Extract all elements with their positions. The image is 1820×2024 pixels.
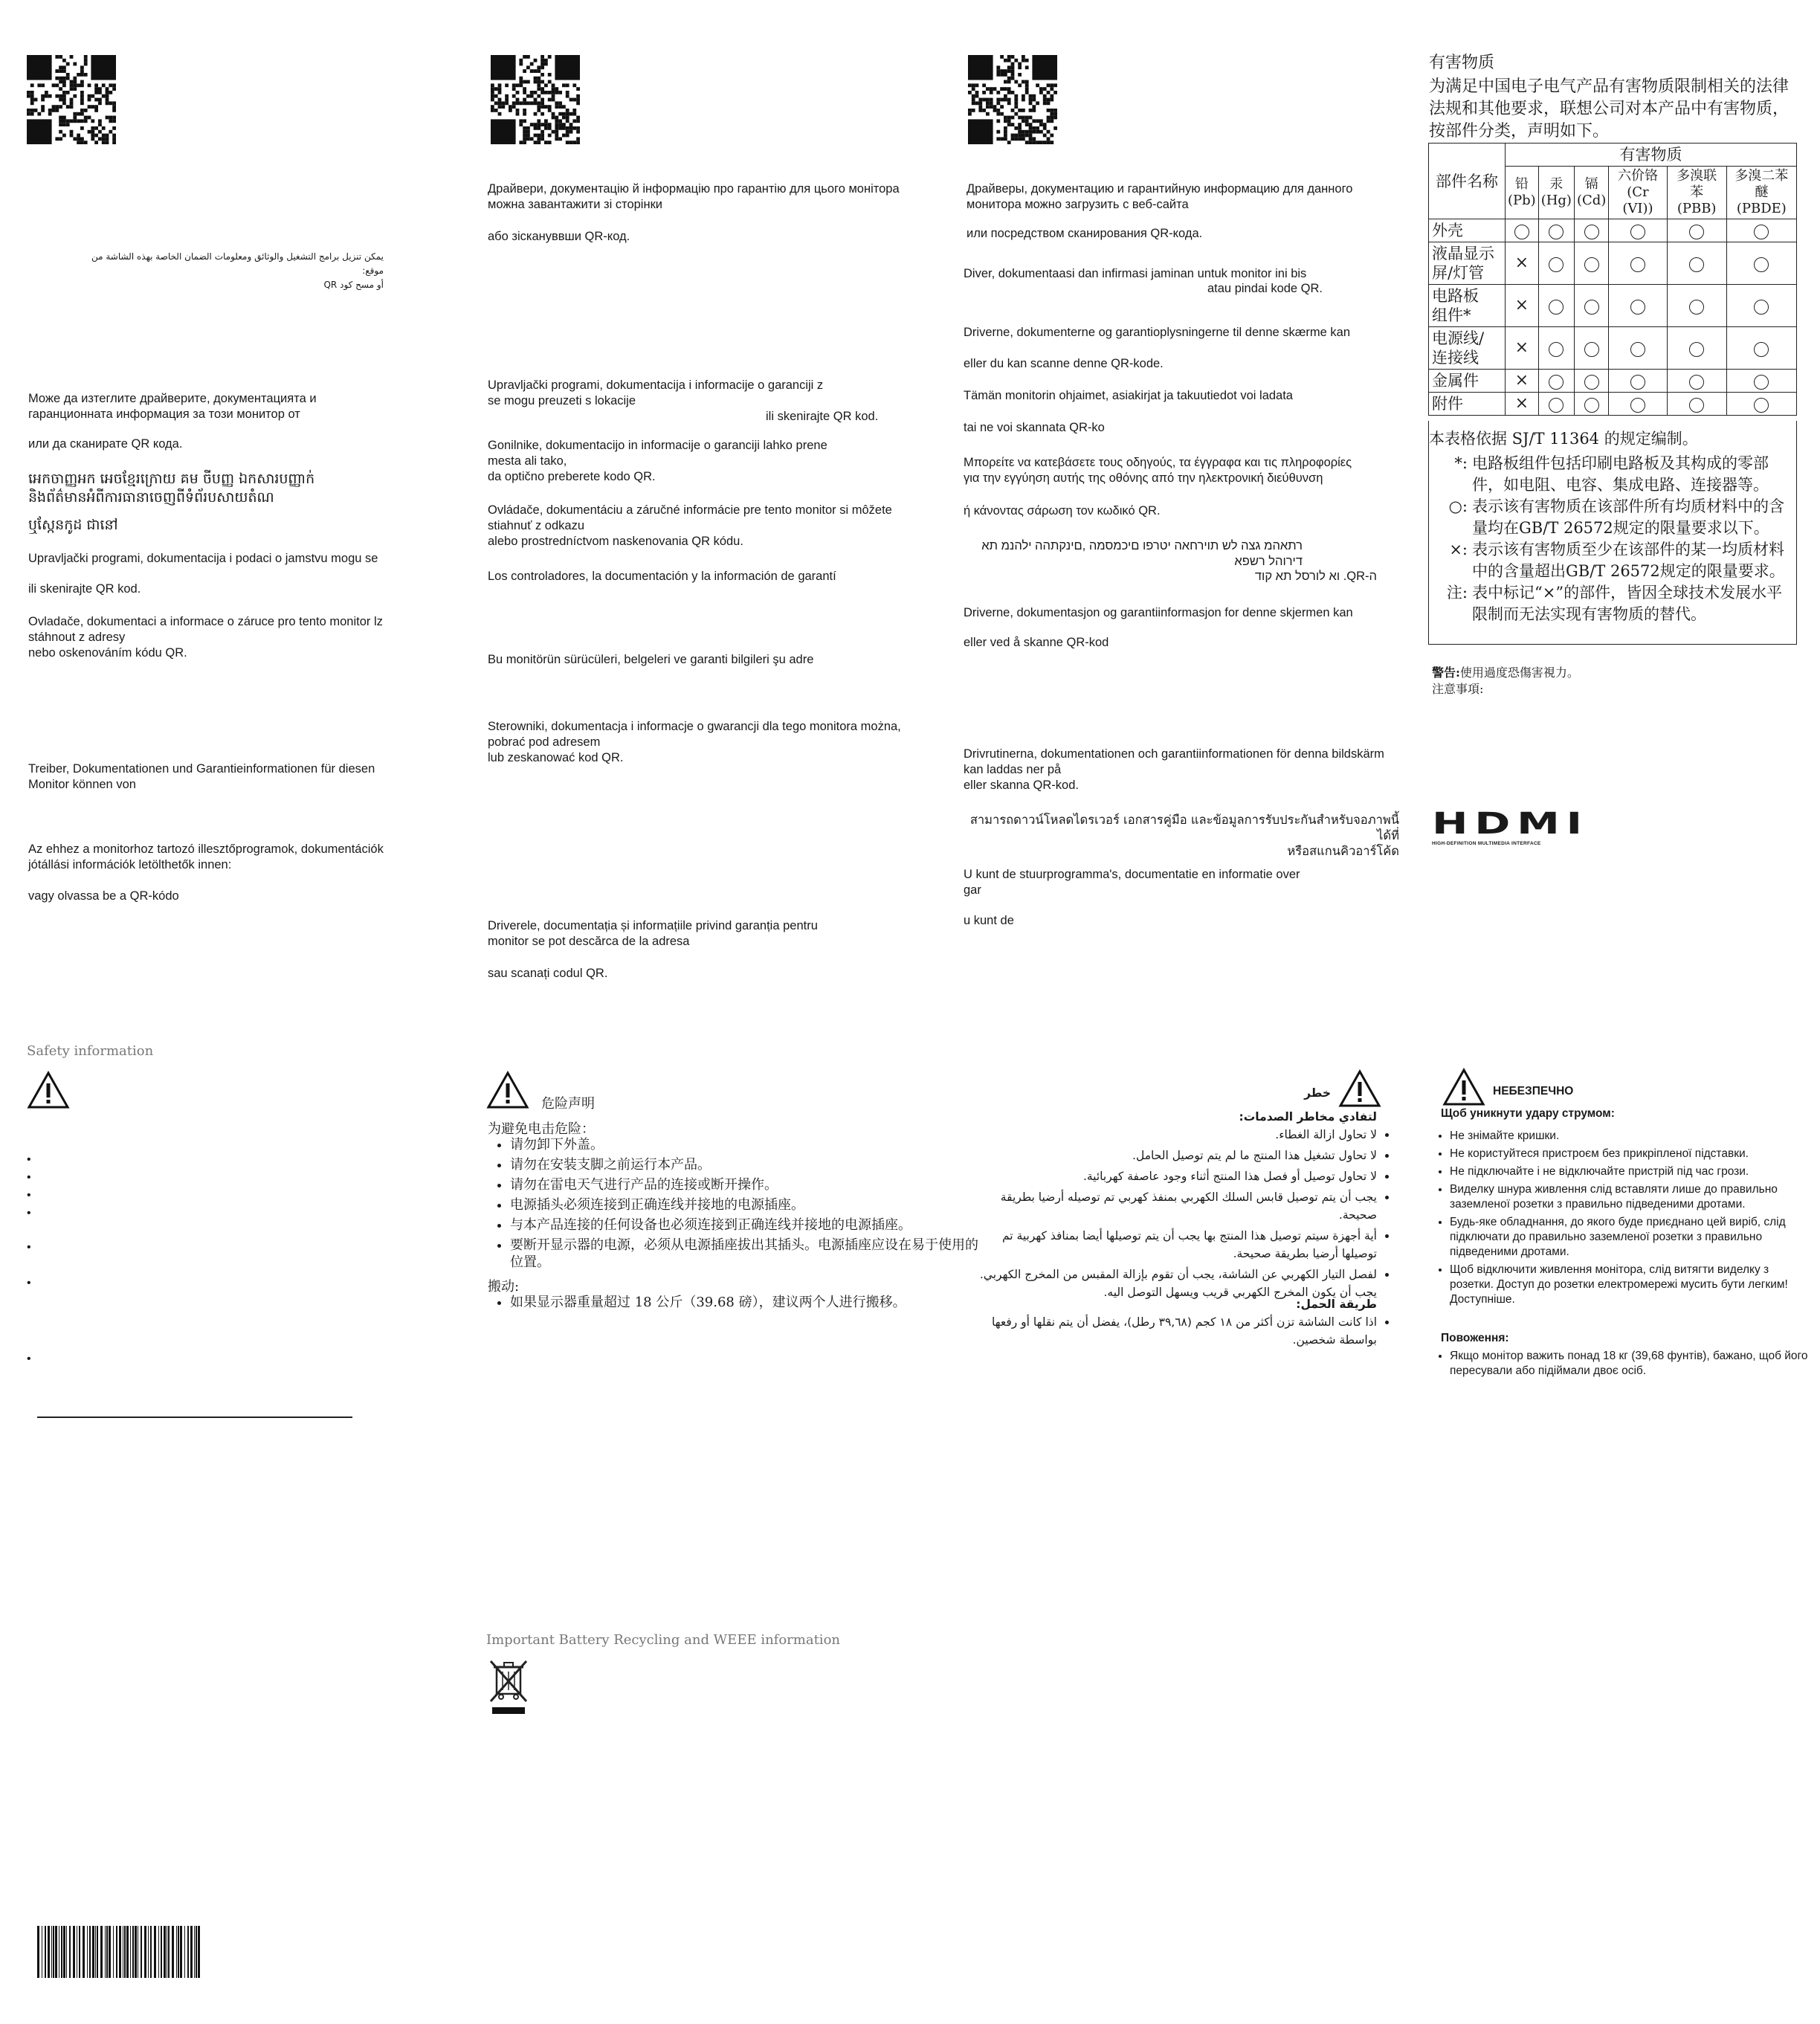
warning-triangle-icon — [1442, 1068, 1485, 1106]
km-driver-text: អេកចាញ្ញអក អេចខ្មែរក្រោយ គម ចីបញ្ញ ឯកសារបញ្ញាក់ និងព័ត៌មានអំពីការធានាចេញពីទំព័រ​ប​សាយតំណ — [28, 471, 315, 506]
compliant-mark — [1538, 370, 1574, 393]
compliant-mark — [1726, 393, 1796, 416]
warning-text: 使用過度恐傷害視力。 — [1459, 665, 1579, 680]
rohs-substance-header: 多溴联 苯 (PBB) — [1667, 167, 1726, 219]
list-item: • 请勿在雷电天气进行产品的连接或断开操作。 — [510, 1176, 986, 1193]
warning-triangle-icon — [1338, 1069, 1381, 1108]
barcode — [37, 1926, 202, 1978]
exceeds-mark: × — [1506, 327, 1539, 370]
list-item: • لا تحاول توصيل أو فصل هذا المنتج أثناء وجود عاصفة كهربائية. — [967, 1167, 1377, 1185]
no-scan-text: eller ved å skanne QR-kod — [964, 636, 1109, 649]
list-item: • Будь-яке обладнання, до якого буде приєднано цей виріб, слід підключати до правильно заземленої розетки з правильно підведеними дротами. — [1450, 1215, 1811, 1260]
battery-title: Important Battery Recycling and WEEE information — [486, 1632, 840, 1648]
rohs-table — [1428, 143, 1797, 416]
rohs-note-text: 表中标记“×”的部件，皆因全球技术发展水平限制而无法实现有害物质的替代。 — [1472, 584, 1783, 623]
sr-driver-text: Upravljački programi, dokumentacija i informacije o garanciji z se mogu preuzeti s lokacije — [488, 378, 824, 407]
ar-danger-title: خطر — [1304, 1086, 1331, 1100]
compliant-mark — [1609, 327, 1667, 370]
compliant-mark — [1538, 285, 1574, 327]
hr-scan-text: ili skenirajte QR kod. — [28, 582, 141, 596]
da-scan-text: eller du kan scanne denne QR-kode. — [964, 357, 1164, 370]
el-driver-text: Μπορείτε να κατεβάσετε τους οδηγούς, τα έγγραφα και τις πληροφορίες για την εγγύηση αυτής της οθόνης από την ηλεκτρονική διεύθυνση — [964, 456, 1352, 485]
divider-line — [37, 1417, 352, 1418]
qr-code — [491, 55, 580, 144]
bullet-marker: • — [27, 1153, 31, 1166]
compliant-mark — [1667, 393, 1726, 416]
list-item: • Виделку шнура живлення слід вставляти лише до правильно заземленої розетки з правильно підведеними дротами. — [1450, 1182, 1811, 1212]
compliant-mark — [1609, 242, 1667, 285]
ms-scan-text: atau pindai kode QR. — [1207, 282, 1323, 295]
rohs-row — [1429, 285, 1797, 327]
rohs-note-text: 电路板组件包括印刷电路板及其构成的零部件，如电阻、电容、集成电路、连接器等。 — [1472, 454, 1769, 494]
compliant-mark — [1609, 393, 1667, 416]
pl-driver-text: Sterowniki, dokumentacja i informacje o gwarancji dla tego monitora można, pobrać pod adresem lub zeskanować kod QR. — [488, 720, 901, 764]
list-item: • اذا كانت الشاشة تزن أكثر من ١٨ كجم (٣٩,٦٨ رطل)، يفضل أن يتم نقلها أو رفعها بواسطة شخصين. — [967, 1313, 1377, 1349]
no-driver-text: Driverne, dokumentasjon og garantiinformasjon for denne skjermen kan — [964, 606, 1353, 619]
de-driver-text: Treiber, Dokumentationen und Garantieinformationen für diesen Monitor können von — [28, 762, 375, 791]
compliant-mark — [1538, 219, 1574, 242]
safety-title: Safety information — [27, 1043, 154, 1059]
ms-driver-text: Diver, dokumentaasi dan infirmasi jaminan untuk monitor ini bis — [964, 267, 1307, 280]
rohs-notes-border — [1428, 421, 1797, 645]
exceeds-mark: × — [1506, 393, 1539, 416]
rohs-part-name: 液晶显示 屏/灯管 — [1429, 242, 1506, 285]
compliant-mark — [1726, 327, 1796, 370]
ua-move-title: Повоження: — [1441, 1332, 1509, 1344]
notice-label: 注意事項: — [1432, 682, 1484, 696]
ar-danger-subtitle: لتفادي مخاطر الصدمات: — [1239, 1110, 1377, 1124]
list-item: • Щоб відключити живлення монітора, слід витягти виделку з розетки. Доступ до розетки електромережі мусить бути легким! Доступніше. — [1450, 1263, 1811, 1307]
compliant-mark — [1574, 242, 1608, 285]
list-item: • لا تحاول تشغيل هذا المنتج ما لم يتم توصيل الحامل. — [967, 1147, 1377, 1164]
ar-danger-list — [967, 1126, 1395, 1304]
bullet-marker: • — [27, 1171, 31, 1184]
rohs-row — [1429, 219, 1797, 242]
rohs-substance-header: 铅 (Pb) — [1506, 167, 1539, 219]
bg-scan-text: или да сканирате QR кода. — [28, 437, 183, 451]
ua-move-list — [1435, 1349, 1811, 1382]
compliant-mark — [1667, 327, 1726, 370]
th-driver-text: สามารถดาวน์โหลดไดรเวอร์ เอกสารคู่มือ และข้อมูลการรับประกันสำหรับจอภาพนี้ได้ที่ หรือสแกนคิวอาร์โค้ด — [969, 813, 1399, 858]
list-item: • 与本产品连接的任何设备也必须连接到正确连线并接地的电源插座。 — [510, 1216, 986, 1234]
compliant-mark — [1574, 327, 1608, 370]
compliant-mark — [1726, 242, 1796, 285]
rohs-note-key: ○: — [1448, 497, 1468, 515]
compliant-mark — [1538, 242, 1574, 285]
rohs-part-name: 电源线/ 连接线 — [1429, 327, 1506, 370]
list-item: • لا تحاول ازالة الغطاء. — [967, 1126, 1377, 1144]
nl-scan-text: u kunt de — [964, 914, 1014, 927]
fi-scan-text: tai ne voi skannata QR-ko — [964, 421, 1105, 434]
hu-driver-text: Az ehhez a monitorhoz tartozó illesztőprogramok, dokumentációk jótállási információk letölthetők innen: — [28, 842, 384, 871]
rohs-basis: 本表格依据 SJ/T 11364 的规定编制。 — [1429, 430, 1698, 448]
compliant-mark — [1726, 219, 1796, 242]
fi-driver-text: Tämän monitorin ohjaimet, asiakirjat ja takuutiedot voi ladata — [964, 389, 1293, 402]
rohs-substance-header: 镉 (Cd) — [1574, 167, 1608, 219]
list-item: • يجب أن يتم توصيل قابس السلك الكهربي بمنفذ كهربي تم توصيله أرضيا بطريقة صحيحة. — [967, 1188, 1377, 1224]
ro-scan-text: sau scanați codul QR. — [488, 967, 608, 980]
bullet-marker: • — [27, 1353, 31, 1365]
compliant-mark — [1574, 393, 1608, 416]
compliant-mark — [1726, 370, 1796, 393]
qr-code — [27, 55, 116, 144]
bullet-marker: • — [27, 1189, 31, 1202]
compliant-mark — [1726, 285, 1796, 327]
rohs-note-text: 表示该有害物质在该部件所有均质材料中的含量均在GB/T 26572规定的限量要求以下。 — [1472, 497, 1784, 537]
rohs-note-key: ×: — [1449, 541, 1468, 558]
bullet-marker: • — [27, 1207, 31, 1219]
compliant-mark — [1538, 393, 1574, 416]
compliant-mark — [1667, 370, 1726, 393]
hdmi-logo — [1432, 807, 1589, 846]
rohs-row — [1429, 242, 1797, 285]
compliant-mark — [1667, 285, 1726, 327]
ru-scan-text: или посредством сканирования QR-кода. — [967, 227, 1203, 240]
warning-triangle-icon — [27, 1071, 70, 1109]
uk-scan-text: або зіскануввши QR-код. — [488, 230, 630, 243]
ua-danger-subtitle: Щоб уникнути удару струмом: — [1441, 1107, 1615, 1120]
rohs-note-key: *: — [1454, 454, 1468, 472]
compliant-mark — [1574, 370, 1608, 393]
nl-driver-text: U kunt de stuurprogramma's, documentatie en informatie over gar — [964, 868, 1300, 897]
compliant-mark — [1574, 219, 1608, 242]
list-item: • Не підключайте і не відключайте пристрій під час грози. — [1450, 1164, 1811, 1179]
rohs-part-header: 部件名称 — [1429, 144, 1506, 219]
ua-danger-title: НЕБЕЗПЕЧНО — [1493, 1085, 1574, 1098]
tr-driver-text: Bu monitörün sürücüleri, belgeleri ve garanti bilgileri şu adre — [488, 653, 814, 666]
hdmi-tagline: HIGH-DEFINITION MULTIMEDIA INTERFACE — [1432, 841, 1541, 846]
rohs-substance-header: 汞 (Hg) — [1538, 167, 1574, 219]
cn-danger-subtitle: 为避免电击危险： — [488, 1121, 595, 1137]
rohs-row — [1429, 370, 1797, 393]
cn-move-title: 搬动: — [488, 1279, 520, 1295]
compliant-mark — [1574, 285, 1608, 327]
bullet-marker: • — [27, 1277, 31, 1289]
exceeds-mark: × — [1506, 242, 1539, 285]
ar-move-title: طريقة الحمل: — [1296, 1298, 1377, 1311]
list-item: • أية أجهزة سيتم توصيل هذا المنتج بها يجب أن يتم توصيلها أيضا بمنافذ كهربية تم توصيلها أرضيا بطريقة صحيحة. — [967, 1227, 1377, 1263]
qr-code — [968, 55, 1057, 144]
rohs-part-name: 电路板 组件* — [1429, 285, 1506, 327]
arabic-intro: يمكن تنزيل برامج التشغيل والوثائق ومعلومات الضمان الخاصة بهذه الشاشة من موقع: أو مسح كود QR — [91, 251, 384, 290]
ru-driver-text: Драйверы, документацию и гарантийную информацию для данного монитора можно загрузить с веб-сайта — [967, 182, 1353, 211]
rohs-part-name: 金属件 — [1429, 370, 1506, 393]
rohs-note-text: 表示该有害物质至少在该部件的某一均质材料中的含量超出GB/T 26572规定的限量要求。 — [1472, 541, 1785, 580]
list-item: • Не користуйтеся пристроєм без прикріпленої підставки. — [1450, 1147, 1811, 1161]
sv-driver-text: Drivrutinerna, dokumentationen och garantiinformationen för denna bildskärm kan laddas ner på eller skanna QR-kod. — [964, 747, 1384, 792]
weee-bin-icon — [486, 1657, 531, 1716]
rohs-title: 有害物质 — [1429, 54, 1495, 72]
hr-driver-text: Upravljački programi, dokumentacija i podaci o jamstvu mogu se — [28, 552, 378, 565]
warning-label: 警告: — [1432, 665, 1460, 680]
km-scan-text: ឬស្កែនកូដ ជានៅ — [28, 517, 118, 533]
list-item: • Не знімайте кришки. — [1450, 1129, 1811, 1144]
rohs-intro: 为满足中国电子电气产品有害物质限制相关的法律法规和其他要求，联想公司对本产品中有害物质，按部件分类，声明如下。 — [1429, 77, 1790, 141]
sl-driver-text: Gonilnike, dokumentacijo in informacije o garanciji lahko prene mesta ali tako, da optično preberete kodo QR. — [488, 439, 827, 483]
list-item: • 电源插头必须连接到正确连线并接地的电源插座。 — [510, 1196, 986, 1214]
list-item: • Якщо монітор важить понад 18 кг (39,68 фунтів), бажано, щоб його пересували або підіймали двоє осіб. — [1450, 1349, 1811, 1379]
rohs-row — [1429, 393, 1797, 416]
list-item: • 如果显示器重量超过 18 公斤（39.68 磅），建议两个人进行搬移。 — [510, 1294, 986, 1311]
compliant-mark — [1506, 219, 1539, 242]
taiwan-warning — [1432, 663, 1579, 680]
cs-driver-text: Ovladače, dokumentaci a informace o záruce pro tento monitor lz stáhnout z adresy nebo oskenováním kódu QR. — [28, 615, 383, 660]
exceeds-mark: × — [1506, 285, 1539, 327]
sk-driver-text: Ovládače, dokumentáciu a záručné informácie pre tento monitor si môžete stiahnuť z odkazu alebo prostredníctvom naskenovania QR kódu. — [488, 503, 892, 548]
bg-driver-text: Може да изтеглите драйверите, документацията и гаранционната информация за този монитор от — [28, 392, 317, 421]
compliant-mark — [1609, 219, 1667, 242]
da-driver-text: Driverne, dokumenterne og garantioplysningerne til denne skærme kan — [964, 326, 1351, 339]
compliant-mark — [1538, 327, 1574, 370]
compliant-mark — [1609, 370, 1667, 393]
compliant-mark — [1667, 219, 1726, 242]
rohs-substance-header: 六价铬 (Cr (VI)) — [1609, 167, 1667, 219]
rohs-note-key: 注: — [1446, 584, 1468, 602]
exceeds-mark: × — [1506, 370, 1539, 393]
he-scan-text: ה-QR. וא לורסל תא קוד — [1254, 570, 1377, 583]
hdmi-wordmark: HDMI — [1432, 807, 1589, 841]
sr-scan-text: ili skenirajte QR kod. — [766, 410, 879, 423]
ar-move-list — [967, 1313, 1395, 1352]
es-driver-text: Los controladores, la documentación y la información de garantí — [488, 570, 836, 583]
cn-danger-list — [488, 1136, 986, 1274]
uk-driver-text: Драйвери, документацію й інформацію про гарантію для цього монітора можна завантажити зі сторінки — [488, 182, 900, 211]
list-item: • 请勿卸下外盖。 — [510, 1136, 986, 1153]
list-item: • 要断开显示器的电源，必须从电源插座拔出其插头。电源插座应设在易于使用的位置。 — [510, 1237, 986, 1271]
rohs-row — [1429, 327, 1797, 370]
rohs-group-header: 有害物质 — [1506, 144, 1797, 167]
list-item: • لفصل التيار الكهربي عن الشاشة، يجب أن تقوم بإزالة المقبس من المخرج الكهربي. يجب أن يكون المخرج الكهربي قريب ويسهل التوصل اليه. — [967, 1266, 1377, 1301]
hu-scan-text: vagy olvassa be a QR-kódo — [28, 889, 179, 903]
rohs-substance-header: 多溴二苯 醚 (PBDE) — [1726, 167, 1796, 219]
el-scan-text: ή κάνοντας σάρωση τον κωδικό QR. — [964, 504, 1161, 518]
list-item: • 请勿在安装支脚之前运行本产品。 — [510, 1156, 986, 1173]
cn-danger-title: 危险声明 — [541, 1096, 595, 1112]
compliant-mark — [1667, 242, 1726, 285]
rohs-part-name: 附件 — [1429, 393, 1506, 416]
ro-driver-text: Driverele, documentația și informațiile privind garanția pentru monitor se pot descărca de la adresa — [488, 919, 818, 948]
warning-triangle-icon — [486, 1071, 529, 1109]
ua-danger-list — [1435, 1129, 1811, 1310]
he-driver-text: רתאהמ גצה לש תוירחאה יטרפו םיכמסמה ,םינקתהה ילהנמ תא דירוהל רשפא — [981, 539, 1303, 568]
rohs-part-name: 外壳 — [1429, 219, 1506, 242]
cn-move-list — [488, 1294, 986, 1314]
compliant-mark — [1609, 285, 1667, 327]
bullet-marker: • — [27, 1241, 31, 1254]
